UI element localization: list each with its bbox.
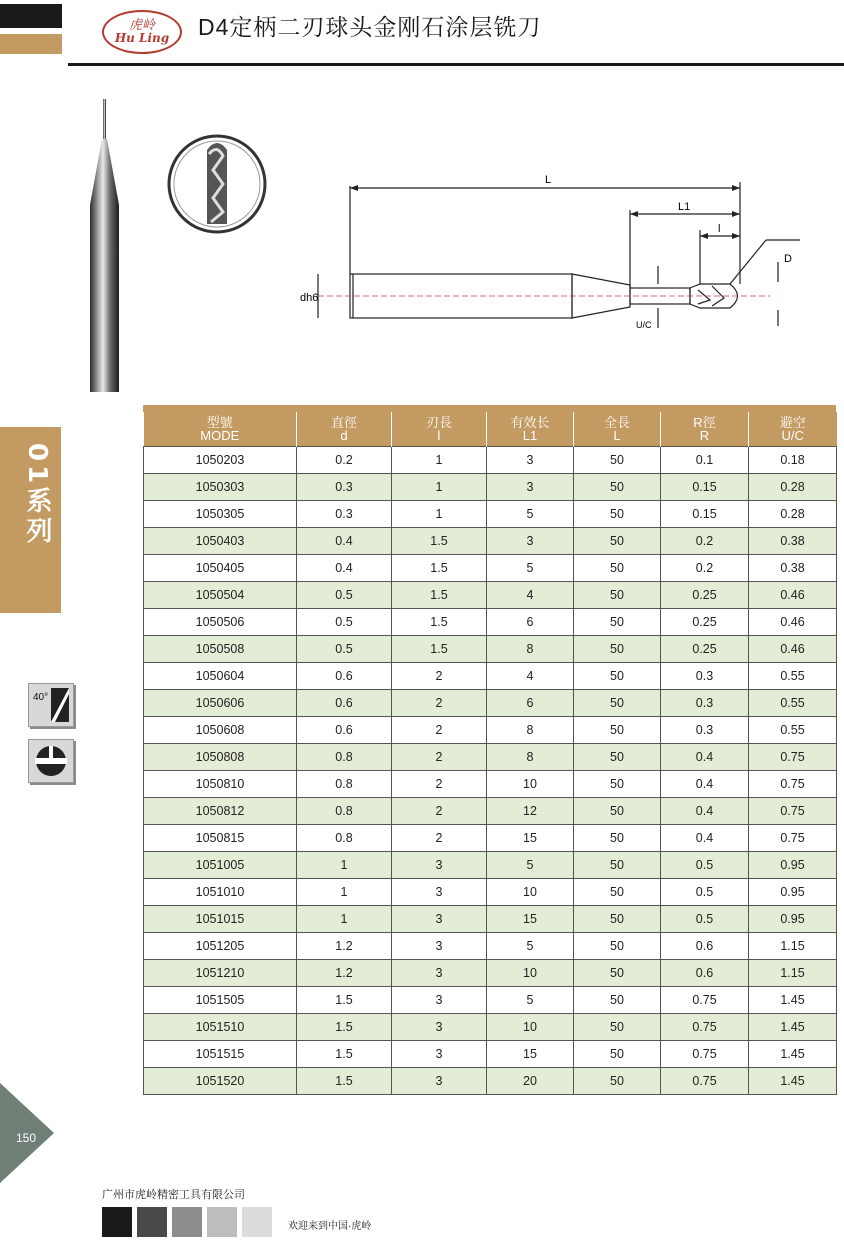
table-cell: 50 xyxy=(574,447,661,474)
table-cell: 10 xyxy=(487,1014,574,1041)
table-cell: 1051205 xyxy=(144,933,297,960)
welcome-text: 欢迎来到中国·虎岭 xyxy=(288,1221,372,1232)
table-cell: 50 xyxy=(574,582,661,609)
table-cell: 15 xyxy=(487,825,574,852)
table-cell: 0.5 xyxy=(661,906,749,933)
col-header-cn: 型號 xyxy=(206,415,233,430)
table-cell: 1050604 xyxy=(144,663,297,690)
col-header-r xyxy=(661,412,749,447)
cutter-photo xyxy=(80,95,130,395)
col-header-en: l xyxy=(437,428,441,443)
table-cell: 3 xyxy=(392,879,487,906)
table-cell: 10 xyxy=(487,960,574,987)
table-cell: 50 xyxy=(574,771,661,798)
table-cell: 0.5 xyxy=(297,582,392,609)
table-cell: 0.1 xyxy=(661,447,749,474)
table-cell: 8 xyxy=(487,636,574,663)
color-swatch-2 xyxy=(137,1207,167,1237)
table-cell: 1051010 xyxy=(144,879,297,906)
table-cell: 50 xyxy=(574,987,661,1014)
table-cell: 0.25 xyxy=(661,609,749,636)
col-header-en: L xyxy=(613,428,621,443)
logo-cn: 虎岭 xyxy=(128,18,155,33)
table-cell: 1050403 xyxy=(144,528,297,555)
table-cell: 50 xyxy=(574,933,661,960)
table-cell: 1050606 xyxy=(144,690,297,717)
table-cell: 5 xyxy=(487,852,574,879)
header-rule xyxy=(68,63,844,66)
table-cell: 0.95 xyxy=(749,852,837,879)
table-cell: 0.5 xyxy=(297,636,392,663)
table-cell: 1.45 xyxy=(749,1014,837,1041)
table-cell: 0.6 xyxy=(661,960,749,987)
table-row xyxy=(144,933,837,960)
table-cell: 1.45 xyxy=(749,1068,837,1095)
brand-logo xyxy=(102,10,182,54)
table-cell: 1050303 xyxy=(144,474,297,501)
table-cell: 0.28 xyxy=(749,474,837,501)
table-cell: 0.95 xyxy=(749,879,837,906)
table-cell: 50 xyxy=(574,528,661,555)
table-cell: 4 xyxy=(487,582,574,609)
dim-dh6: dh6 xyxy=(300,292,319,304)
table-cell: 3 xyxy=(392,987,487,1014)
table-cell: 1051520 xyxy=(144,1068,297,1095)
series-label: 01系列 xyxy=(22,443,52,548)
table-cell: 0.3 xyxy=(297,474,392,501)
table-cell: 1 xyxy=(392,447,487,474)
table-cell: 0.5 xyxy=(661,852,749,879)
table-cell: 1.5 xyxy=(392,582,487,609)
table-row xyxy=(144,771,837,798)
table-cell: 1.5 xyxy=(297,1068,392,1095)
color-swatch-4 xyxy=(207,1207,237,1237)
logo-en: Hu Ling xyxy=(114,31,170,45)
table-cell: 5 xyxy=(487,555,574,582)
page-number: 150 xyxy=(16,1131,37,1145)
table-cell: 0.75 xyxy=(749,744,837,771)
table-cell: 0.5 xyxy=(297,609,392,636)
table-cell: 0.46 xyxy=(749,636,837,663)
color-swatch-1 xyxy=(102,1207,132,1237)
col-header-en: L1 xyxy=(522,428,538,443)
table-cell: 0.8 xyxy=(297,744,392,771)
table-cell: 8 xyxy=(487,744,574,771)
table-cell: 1050810 xyxy=(144,771,297,798)
col-header-cn: 全長 xyxy=(603,415,630,430)
table-cell: 6 xyxy=(487,609,574,636)
table-cell: 50 xyxy=(574,825,661,852)
table-cell: 0.8 xyxy=(297,798,392,825)
table-cell: 1050815 xyxy=(144,825,297,852)
dim-L: L xyxy=(545,174,552,186)
table-row xyxy=(144,906,837,933)
table-cell: 0.95 xyxy=(749,906,837,933)
table-cell: 8 xyxy=(487,717,574,744)
table-row xyxy=(144,717,837,744)
table-row xyxy=(144,1014,837,1041)
table-cell: 1 xyxy=(297,906,392,933)
spec-table xyxy=(143,405,836,1095)
table-cell: 0.28 xyxy=(749,501,837,528)
dim-uc: U/C xyxy=(636,320,652,330)
table-cell: 0.4 xyxy=(661,825,749,852)
table-row xyxy=(144,528,837,555)
table-cell: 0.75 xyxy=(749,771,837,798)
table-row xyxy=(144,825,837,852)
technical-drawing xyxy=(300,170,810,340)
table-cell: 50 xyxy=(574,960,661,987)
table-row xyxy=(144,663,837,690)
table-cell: 0.6 xyxy=(297,690,392,717)
table-cell: 0.38 xyxy=(749,528,837,555)
table-cell: 50 xyxy=(574,474,661,501)
color-swatch-5 xyxy=(242,1207,272,1237)
table-top-bar xyxy=(143,405,836,412)
table-cell: 1051210 xyxy=(144,960,297,987)
table-cell: 50 xyxy=(574,1068,661,1095)
table-cell: 0.3 xyxy=(661,717,749,744)
table-cell: 1050508 xyxy=(144,636,297,663)
table-cell: 5 xyxy=(487,933,574,960)
table-cell: 50 xyxy=(574,879,661,906)
table-cell: 50 xyxy=(574,744,661,771)
table-cell: 2 xyxy=(392,744,487,771)
table-row xyxy=(144,609,837,636)
table-row xyxy=(144,879,837,906)
table-cell: 0.75 xyxy=(661,1068,749,1095)
table-cell: 0.38 xyxy=(749,555,837,582)
table-cell: 4 xyxy=(487,663,574,690)
table-row xyxy=(144,1041,837,1068)
col-header-cn: 避空 xyxy=(779,415,806,430)
table-cell: 2 xyxy=(392,663,487,690)
table-header-row xyxy=(144,412,837,447)
table-cell: 15 xyxy=(487,1041,574,1068)
table-cell: 1 xyxy=(392,474,487,501)
table-cell: 1.5 xyxy=(297,987,392,1014)
table-cell: 50 xyxy=(574,609,661,636)
table-cell: 1.5 xyxy=(297,1041,392,1068)
table-row xyxy=(144,798,837,825)
table-cell: 50 xyxy=(574,852,661,879)
company-name: 广州市虎岭精密工具有限公司 xyxy=(102,1189,245,1201)
table-cell: 0.4 xyxy=(661,771,749,798)
table-cell: 0.55 xyxy=(749,690,837,717)
table-cell: 1.15 xyxy=(749,960,837,987)
table-cell: 1.45 xyxy=(749,987,837,1014)
table-cell: 1 xyxy=(297,879,392,906)
table-row xyxy=(144,474,837,501)
table-cell: 1050608 xyxy=(144,717,297,744)
table-cell: 50 xyxy=(574,798,661,825)
table-cell: 1051515 xyxy=(144,1041,297,1068)
table-cell: 0.2 xyxy=(297,447,392,474)
table-row xyxy=(144,690,837,717)
page-title: D4定柄二刃球头金刚石涂层铣刀 xyxy=(198,14,542,40)
header-gold-tab xyxy=(0,34,62,54)
table-cell: 0.6 xyxy=(661,933,749,960)
table-cell: 3 xyxy=(487,447,574,474)
table-cell: 0.75 xyxy=(661,987,749,1014)
table-cell: 0.8 xyxy=(297,825,392,852)
table-cell: 0.3 xyxy=(661,690,749,717)
table-cell: 1051015 xyxy=(144,906,297,933)
table-cell: 1 xyxy=(297,852,392,879)
table-cell: 0.25 xyxy=(661,636,749,663)
table-cell: 1.15 xyxy=(749,933,837,960)
table-cell: 3 xyxy=(392,960,487,987)
table-cell: 3 xyxy=(392,906,487,933)
ball-end-icon xyxy=(28,739,74,783)
table-cell: 10 xyxy=(487,879,574,906)
table-cell: 2 xyxy=(392,771,487,798)
table-cell: 0.55 xyxy=(749,717,837,744)
table-cell: 5 xyxy=(487,501,574,528)
table-cell: 0.3 xyxy=(661,663,749,690)
table-cell: 50 xyxy=(574,636,661,663)
table-cell: 3 xyxy=(487,528,574,555)
table-cell: 2 xyxy=(392,825,487,852)
col-header-en: MODE xyxy=(200,428,240,443)
table-cell: 0.4 xyxy=(297,555,392,582)
table-cell: 0.46 xyxy=(749,582,837,609)
table-row xyxy=(144,744,837,771)
table-cell: 0.6 xyxy=(297,663,392,690)
table-cell: 1050812 xyxy=(144,798,297,825)
table-cell: 2 xyxy=(392,717,487,744)
table-cell: 1 xyxy=(392,501,487,528)
table-cell: 3 xyxy=(392,1014,487,1041)
table-cell: 1050504 xyxy=(144,582,297,609)
table-cell: 1050405 xyxy=(144,555,297,582)
col-header-cn: R徑 xyxy=(693,415,716,430)
table-cell: 1050808 xyxy=(144,744,297,771)
table-cell: 50 xyxy=(574,501,661,528)
col-header-en: d xyxy=(340,428,348,443)
col-header-cn: 直徑 xyxy=(330,415,357,430)
table-cell: 0.4 xyxy=(661,798,749,825)
table-cell: 0.4 xyxy=(661,744,749,771)
table-cell: 20 xyxy=(487,1068,574,1095)
table-cell: 5 xyxy=(487,987,574,1014)
dim-l: l xyxy=(718,223,721,235)
col-header-en: U/C xyxy=(781,428,804,443)
table-cell: 12 xyxy=(487,798,574,825)
table-cell: 1.45 xyxy=(749,1041,837,1068)
table-cell: 50 xyxy=(574,717,661,744)
col-header-mode xyxy=(144,412,297,447)
table-cell: 0.46 xyxy=(749,609,837,636)
table-cell: 50 xyxy=(574,1041,661,1068)
table-cell: 1.5 xyxy=(392,609,487,636)
table-row xyxy=(144,636,837,663)
table-cell: 3 xyxy=(392,852,487,879)
table-cell: 0.75 xyxy=(749,798,837,825)
table-cell: 3 xyxy=(392,1068,487,1095)
table-row xyxy=(144,501,837,528)
table-cell: 0.3 xyxy=(297,501,392,528)
angle-40-icon xyxy=(28,683,74,727)
table-cell: 0.4 xyxy=(297,528,392,555)
table-row xyxy=(144,852,837,879)
table-cell: 3 xyxy=(392,933,487,960)
table-cell: 1050305 xyxy=(144,501,297,528)
dim-L1: L1 xyxy=(678,201,691,213)
table-cell: 1.2 xyxy=(297,933,392,960)
table-cell: 3 xyxy=(487,474,574,501)
table-cell: 0.25 xyxy=(661,582,749,609)
col-header-cn: 有效长 xyxy=(510,415,550,430)
dim-D: D xyxy=(784,253,792,265)
table-cell: 15 xyxy=(487,906,574,933)
table-cell: 1.5 xyxy=(392,555,487,582)
table-row xyxy=(144,960,837,987)
table-cell: 1051005 xyxy=(144,852,297,879)
table-row xyxy=(144,555,837,582)
table-cell: 10 xyxy=(487,771,574,798)
col-header-cn: 刃長 xyxy=(425,415,452,430)
table-cell: 1051510 xyxy=(144,1014,297,1041)
series-tab xyxy=(0,427,61,613)
col-header-u-c xyxy=(749,412,837,447)
col-header-l1 xyxy=(487,412,574,447)
table-cell: 50 xyxy=(574,1014,661,1041)
table-cell: 6 xyxy=(487,690,574,717)
table-cell: 50 xyxy=(574,690,661,717)
table-row xyxy=(144,1068,837,1095)
table-cell: 50 xyxy=(574,663,661,690)
col-header-d xyxy=(297,412,392,447)
table-cell: 0.15 xyxy=(661,474,749,501)
col-header-l xyxy=(574,412,661,447)
table-cell: 0.75 xyxy=(661,1041,749,1068)
table-cell: 50 xyxy=(574,555,661,582)
table-cell: 1050506 xyxy=(144,609,297,636)
table-cell: 0.75 xyxy=(749,825,837,852)
table-cell: 0.8 xyxy=(297,771,392,798)
table-cell: 0.2 xyxy=(661,528,749,555)
color-swatch-3 xyxy=(172,1207,202,1237)
table-cell: 2 xyxy=(392,798,487,825)
table-cell: 1051505 xyxy=(144,987,297,1014)
table-cell: 1.5 xyxy=(392,528,487,555)
table-row xyxy=(144,582,837,609)
table-cell: 2 xyxy=(392,690,487,717)
angle-40-label: 40° xyxy=(33,692,49,703)
table-cell: 0.18 xyxy=(749,447,837,474)
table-body xyxy=(144,447,837,1095)
table-cell: 1050203 xyxy=(144,447,297,474)
table-cell: 0.15 xyxy=(661,501,749,528)
table-cell: 50 xyxy=(574,906,661,933)
col-header-l xyxy=(392,412,487,447)
table-row xyxy=(144,987,837,1014)
table-cell: 0.5 xyxy=(661,879,749,906)
table-cell: 3 xyxy=(392,1041,487,1068)
table-cell: 1.2 xyxy=(297,960,392,987)
table-cell: 0.6 xyxy=(297,717,392,744)
table-row xyxy=(144,447,837,474)
table-cell: 0.55 xyxy=(749,663,837,690)
table-cell: 0.2 xyxy=(661,555,749,582)
ball-end-closeup xyxy=(165,132,269,236)
table-cell: 0.75 xyxy=(661,1014,749,1041)
table-cell: 1.5 xyxy=(297,1014,392,1041)
header-black-tab xyxy=(0,4,62,28)
col-header-en: R xyxy=(699,428,710,443)
table-cell: 1.5 xyxy=(392,636,487,663)
